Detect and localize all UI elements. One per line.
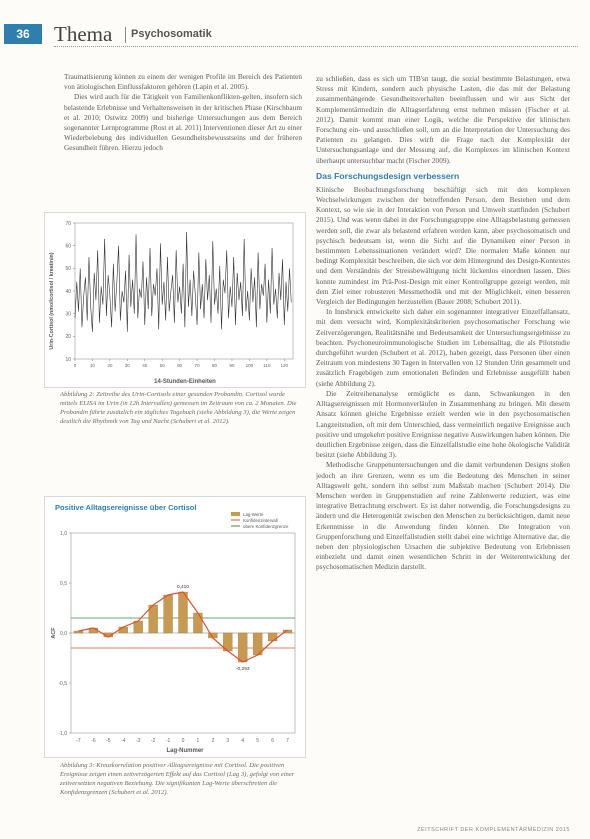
x-tick-label: -7 bbox=[76, 738, 81, 744]
y-tick-label: 1,0 bbox=[60, 530, 67, 537]
x-tick-label: 40 bbox=[142, 363, 148, 368]
y-axis-title: Urin-Cortisol (nmol/cortisol / kreatinin) bbox=[49, 252, 55, 350]
peak-label: 0,410 bbox=[176, 585, 190, 590]
figure-cortisol-timeseries bbox=[44, 212, 306, 388]
figure1-caption: Abbildung 2: Zeitreihe des Urin-Cortisols einer gesunden Probandin. Cortisol wurde mittels ELISA im Urin (in 12h Intervallen) gemessen im Zeitraum von ca. 2 Monaten. Die Probandin führte zusätzlich ein tägliches Tagebuch (siehe Abbildung 3), die Werte zeigen deutlich die Rhythmik von Tag und Nacht (Schubert et al. 2012). bbox=[60, 391, 297, 425]
x-tick-label: 0 bbox=[73, 363, 77, 368]
x-tick-label: 1 bbox=[196, 738, 200, 744]
x-axis-title: 14-Stunden-Einheiten bbox=[154, 379, 216, 385]
x-tick-label: 80 bbox=[211, 363, 218, 368]
figure2-caption: Abbildung 3: Kreuzkorrelation positiver Alltagsereignisse mit Cortisol. Die positiven Ereignisse zeigen einen zeitverzögerten Effekt auf das Cortisol (Lag 3), gefolgt von einer zeitversetzten negativen Beziehung. Die signifikanten Lag-Werte überschreiten die Konfidenzgrenzen (Schubert et al. 2012). bbox=[60, 762, 295, 796]
x-tick-label: 0 bbox=[181, 738, 185, 744]
acf-bar-chart bbox=[45, 497, 305, 757]
chart-legend bbox=[231, 512, 289, 529]
legend-label: Konfidenzintervall bbox=[243, 518, 278, 523]
acf-bar bbox=[74, 631, 83, 633]
paragraph: Klinische Beobachtungsforschung beschäftigt sich mit den komplexen Wechselwirkungen zwischen der betreffenden Person, dem Bestehen und dem Kontext, so wie sie in der Interaktion von Person und Umwelt stattfinden (Schubert 2015). Und was wenn dabei in der Forschungsgruppe eine Alltagsbelastung gemessen werden soll, die zwar als belastend erfahren werden kann, aber psychosomatisch und psychisch bedeutsam ist, wenn die Sicht auf die Dynamiken einer Person in bestimmten Lebenssituationen verändert wird? Die normalen Maße können nur bedingt Komplexität beschreiben, die sich vor dem Hintergrund des Design-Kontextes und dem Verständnis der Stressbewältigung nicht lückenlos einordnen lassen. Dies konnte zumindest im Prä-Post-Design mit einer Kontrollgruppe gezeigt werden, mit dem Ziel einer robusteren Messmethodik und mit der Möglichkeit, einen besseren Vergleich der Bedingungen herzustellen (Bauer 2008; Schubert 2011). bbox=[316, 184, 570, 307]
y-tick-label: 20 bbox=[65, 334, 71, 341]
x-tick-label: -2 bbox=[150, 738, 156, 744]
legend-swatch-lag bbox=[231, 512, 240, 516]
x-tick-label: 7 bbox=[286, 738, 289, 744]
section-subtitle: Psychosomatik bbox=[131, 28, 212, 40]
y-tick-label: 50 bbox=[65, 266, 71, 273]
x-tick-label: 110 bbox=[263, 363, 271, 368]
acf-bar bbox=[164, 595, 173, 633]
section-title: Thema bbox=[54, 22, 113, 46]
y-tick-label: 0,5 bbox=[60, 580, 67, 587]
acf-bar bbox=[193, 613, 202, 633]
paragraph: Die Zeitreihenanalyse ermöglicht es dann, Schwankungen in den Alltagsereignissen mit Hormonverläufen in Zusammenhang zu bringen. Mit diesem Ansatz können gleiche Ergebnisse erzielt werden wie in den psychosomatischen Langzeitstudien, oft mit dem Unterschied, dass vermeintlich negative Ereignisse auch positive und umgekehrt positive Ereignisse negative Auswirkungen haben können. Die deutlichen Ergebnisse zeigen, dass die Einzelfallstudie eine hohe ökologische Validität besitzt (siehe Abbildung 3). bbox=[316, 388, 570, 460]
acf-bar bbox=[238, 633, 247, 662]
y-tick-label: -1,0 bbox=[58, 730, 67, 737]
x-tick-label: 20 bbox=[107, 363, 113, 368]
footer-journal: ZEITSCHRIFT DER KOMPLEMENTÄRMEDIZIN 2015 bbox=[417, 827, 570, 833]
x-tick-label: 100 bbox=[245, 363, 254, 368]
left-column-text bbox=[64, 72, 302, 168]
acf-bar bbox=[179, 592, 188, 633]
y-tick-label: 40 bbox=[65, 288, 71, 295]
figure-cross-correlation bbox=[44, 496, 306, 758]
paragraph: Traumatisierung können zu einem der wenigen Profile im Bereich des Patienten von ätiologischen Einflussfaktoren gehören (Lapin et al. 2005). bbox=[64, 72, 302, 92]
x-tick-label: 60 bbox=[177, 363, 183, 368]
x-tick-label: 2 bbox=[211, 738, 215, 744]
acf-bar bbox=[119, 627, 128, 633]
paragraph: In Innsbruck entwickelte sich daher ein sogenannter integrativer Einzelfallansatz, mit dem versucht wird, Komplexitätskriterien psychosomatischer Forschung wie Zeitverzögerungen, Realitätsnähe und Bedeutsamkeit der Untersuchungsergebnisse zu beachten. Psychoneuroimmunologische Studien im Lebensalltag, die als Pilotstudie durchgeführt wurden (Schubert et al. 2012), haben gezeigt, dass Personen über einen Zeitraum von mindestens 30 Tagen in Intervallen von 12 Stunden Urin gesammelt und zusätzlich Fragebögen zum emotionalen Befinden und Erlebnisse ausgefüllt haben (siehe Abbildung 2). bbox=[316, 307, 570, 388]
y-axis-title: ACF bbox=[51, 627, 57, 639]
y-tick-label: 0,0 bbox=[60, 630, 67, 637]
cortisol-line-chart bbox=[45, 213, 305, 387]
series-line bbox=[75, 232, 291, 332]
x-tick-label: 120 bbox=[280, 363, 289, 368]
x-tick-label: 6 bbox=[271, 738, 274, 744]
y-tick-label: 30 bbox=[65, 311, 71, 318]
x-axis-title: Lag-Nummer bbox=[166, 748, 204, 754]
subheading: Das Forschungsdesign verbessern bbox=[316, 170, 460, 181]
y-tick-label: 10 bbox=[65, 356, 71, 363]
x-tick-label: 70 bbox=[194, 363, 200, 368]
x-tick-label: 30 bbox=[124, 363, 130, 368]
x-tick-label: -5 bbox=[106, 738, 111, 744]
x-tick-label: 10 bbox=[89, 363, 96, 368]
x-tick-label: -6 bbox=[91, 738, 96, 744]
page-number: 36 bbox=[4, 24, 42, 44]
y-tick-label: 70 bbox=[65, 220, 71, 227]
header-rule bbox=[54, 46, 578, 47]
x-tick-label: 90 bbox=[229, 363, 235, 368]
paragraph: Dies wird auch für die Tätigkeit von Familienkonflikten-gelten, insofern sich belastende Erlebnisse und Verhaltensweisen in der kritischen Phase (Kirschbaum et al. 2010; Ostwitz 2009) und bisherige Untersuchungen aus dem Bereich sogenannter Lernprogramme (Rost et al. 2011) Interventionen dieser Art zu einer Wiederbelebung des individuellen Gesundheitsbewusstseins und der früheren Gesundheit führen. Hierzu jedoch bbox=[64, 92, 302, 153]
x-tick-label: 5 bbox=[256, 738, 260, 744]
x-tick-label: 4 bbox=[241, 738, 245, 744]
x-tick-label: -1 bbox=[165, 738, 171, 744]
y-tick-label: -0,5 bbox=[58, 680, 67, 687]
acf-bar bbox=[268, 633, 277, 641]
legend-label: obere Konfidenzgrenze bbox=[243, 524, 289, 529]
legend-label: Lag-Werte bbox=[243, 512, 264, 517]
paragraph: zu schließen, dass es sich um TIB'sn taugt, die sozial bestimmte Belastungen, etwa Stress mit Kindern, sondern auch physische Lasten, die das mit der Belastung zusammenhängende Gesundheitsverhalten beeinflussen und wir aus Sicht der Komplementärmedizin die Alltagserfahrung ernst nehmen müssen (Fischer et al. 2012). Damit kommt man einer Logik, welche die Perspektive der klinischen Forschung ein- und ausschließen soll, um an die Interpretation der Untersuchung des Patienten zu gelangen. Dies wirft die Frage nach der Komplexität der Untersuchungsanlage und der Messung auf, die Komplexes im klinischen Kontext überhaupt untersuchbar macht (Fischer 2009). bbox=[316, 74, 570, 165]
x-tick-label: -4 bbox=[121, 738, 126, 744]
chart-title: Positive Alltagsereignisse über Cortisol bbox=[55, 503, 197, 512]
y-tick-label: 60 bbox=[65, 243, 71, 250]
trough-label: -0,293 bbox=[235, 667, 250, 672]
paragraph: Methodische Gruppenuntersuchungen und die damit verbundenen Designs stoßen jedoch an ihre Grenzen, wenn es um die Bedeutung des Menschen in seiner Alltagswelt geht, sondern ihn selbst zum Maßstab machen (Schubert 2014). Die Menschen werden in Gruppenstudien auf reine Zahlenwerte reduziert, was eine integrative Betrachtung erschwert. Es ist daher notwendig, die Forschungsdesigns zu ändern und die Heterogenität zwischen den Menschen zu berücksichtigen, damit neue Erkenntnisse in die Anwendung finden können. Die Integration von Gruppenforschung und Einzelfallstudien stellt dabei eine wichtige Alternative dar, die neben den physiologischen Ursachen die subjektive Bedeutung von Erlebnissen einbezieht und damit einen wesentlichen Schritt in der Weiterentwicklung der psychosomatischen Medizin darstellt. bbox=[316, 460, 570, 572]
x-tick-label: -3 bbox=[135, 738, 141, 744]
x-tick-label: 50 bbox=[159, 363, 165, 368]
right-column-text bbox=[316, 74, 570, 794]
x-tick-label: 3 bbox=[226, 738, 230, 744]
header-separator bbox=[125, 27, 126, 43]
